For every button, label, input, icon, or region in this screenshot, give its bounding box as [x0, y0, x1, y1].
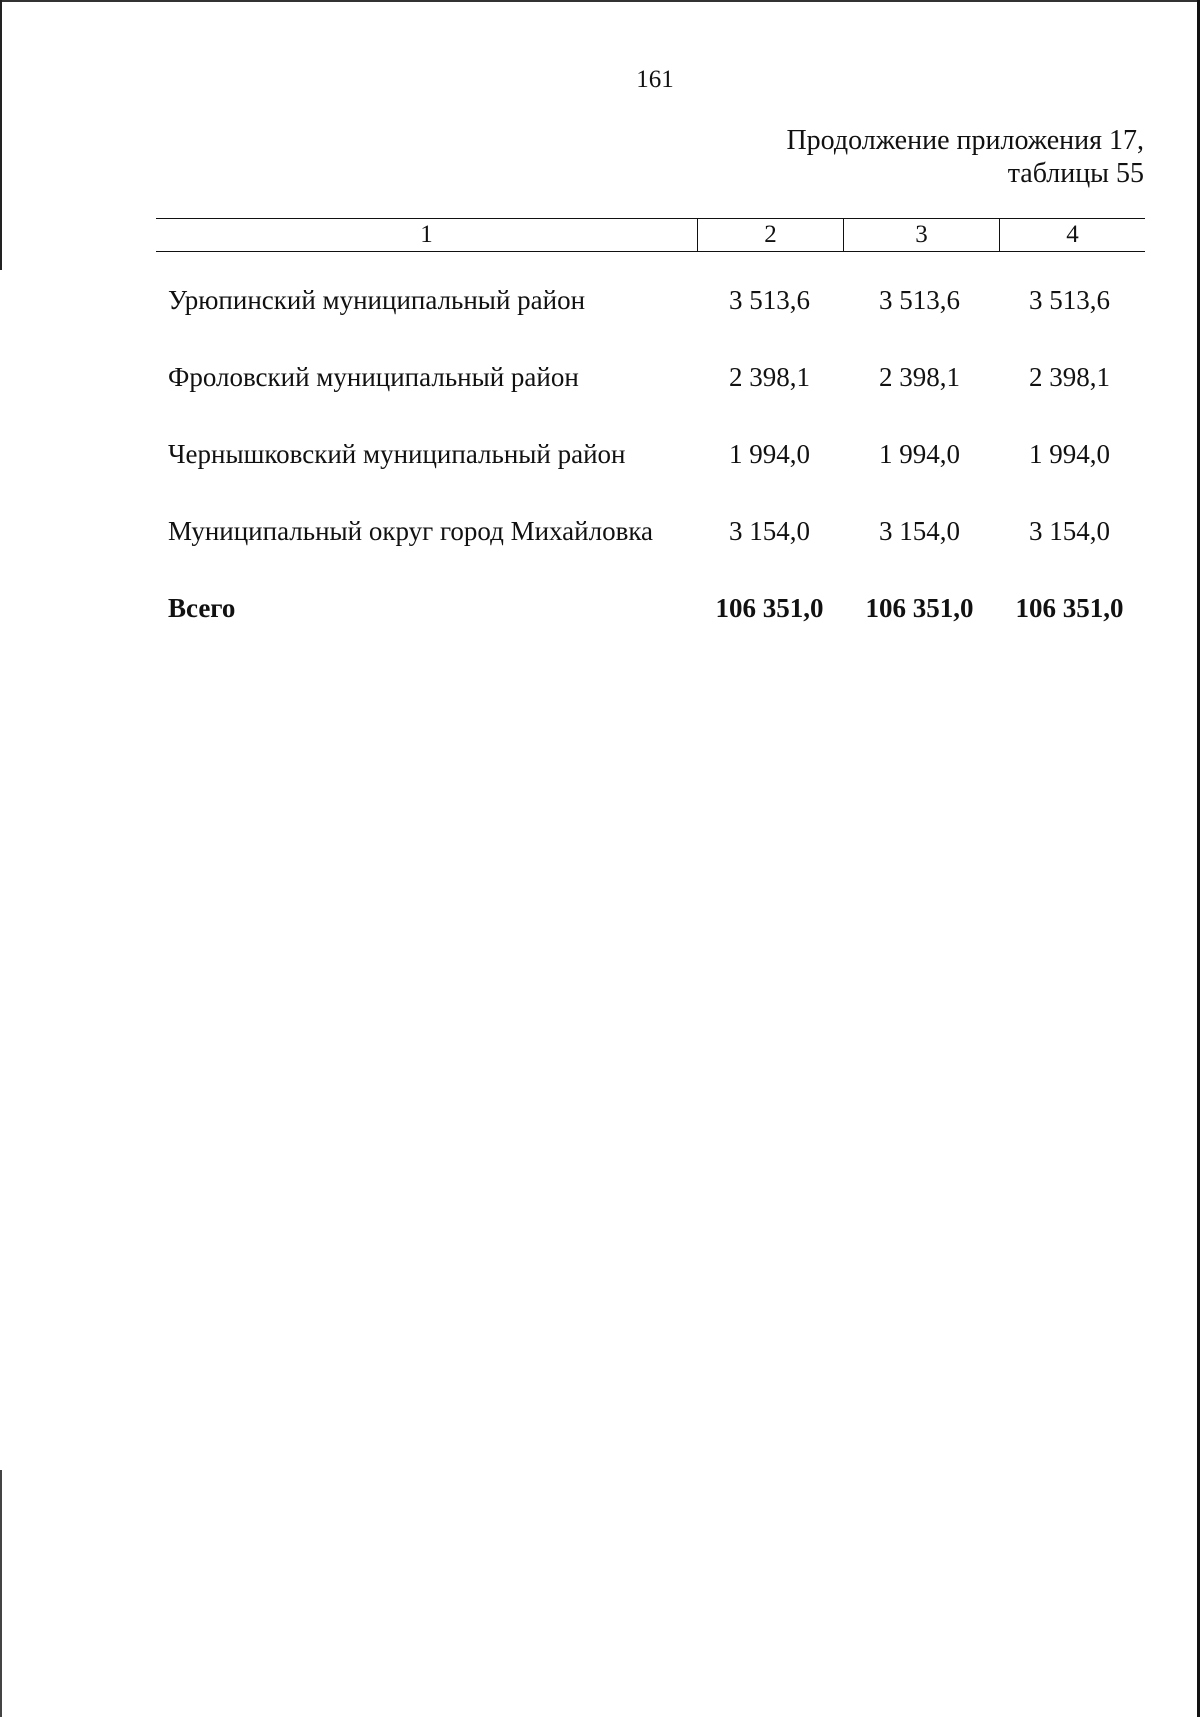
table-row	[156, 416, 1145, 493]
table-body	[156, 252, 1145, 647]
row-value-col2: 3 154,0	[729, 516, 810, 546]
row-name: Чернышковский муниципальный район	[168, 439, 626, 469]
row-value-col3: 1 994,0	[879, 439, 960, 469]
total-label: Всего	[168, 593, 236, 623]
total-value-col4: 106 351,0	[1015, 593, 1124, 623]
row-value-col3: 2 398,1	[879, 362, 960, 392]
row-value-col2: 2 398,1	[729, 362, 810, 392]
header-cell-2: 2	[697, 219, 843, 251]
total-value-col2: 106 351,0	[715, 593, 824, 623]
row-value-col4: 2 398,1	[1029, 362, 1110, 392]
row-value-col4: 3 513,6	[1029, 285, 1110, 315]
table-total-row	[156, 570, 1145, 647]
header-cell-1: 1	[420, 221, 433, 248]
table-row	[156, 339, 1145, 416]
total-value-col3: 106 351,0	[865, 593, 974, 623]
table-header-row	[156, 218, 1145, 252]
row-value-col3: 3 154,0	[879, 516, 960, 546]
row-name: Урюпинский муниципальный район	[168, 285, 586, 315]
table-row	[156, 493, 1145, 570]
row-value-col2: 3 513,6	[729, 285, 810, 315]
scan-edge-left	[0, 0, 2, 270]
header-cell-3: 3	[843, 219, 999, 251]
row-value-col3: 3 513,6	[879, 285, 960, 315]
appendix-note-line1: Продолжение приложения 17,	[786, 125, 1144, 156]
header-cell-4: 4	[999, 219, 1145, 251]
scan-edge-top	[0, 0, 1200, 2]
appendix-note	[786, 124, 1144, 190]
row-name: Муниципальный округ город Михайловка	[168, 516, 654, 546]
row-name: Фроловский муниципальный район	[168, 362, 579, 392]
page-number: 161	[636, 66, 674, 93]
row-value-col2: 1 994,0	[729, 439, 810, 469]
appendix-note-line2: таблицы 55	[1007, 158, 1144, 189]
row-value-col4: 1 994,0	[1029, 439, 1110, 469]
data-table	[156, 218, 1145, 647]
row-value-col4: 3 154,0	[1029, 516, 1110, 546]
table-row	[156, 262, 1145, 339]
scan-edge-left-bottom	[0, 1470, 2, 1717]
